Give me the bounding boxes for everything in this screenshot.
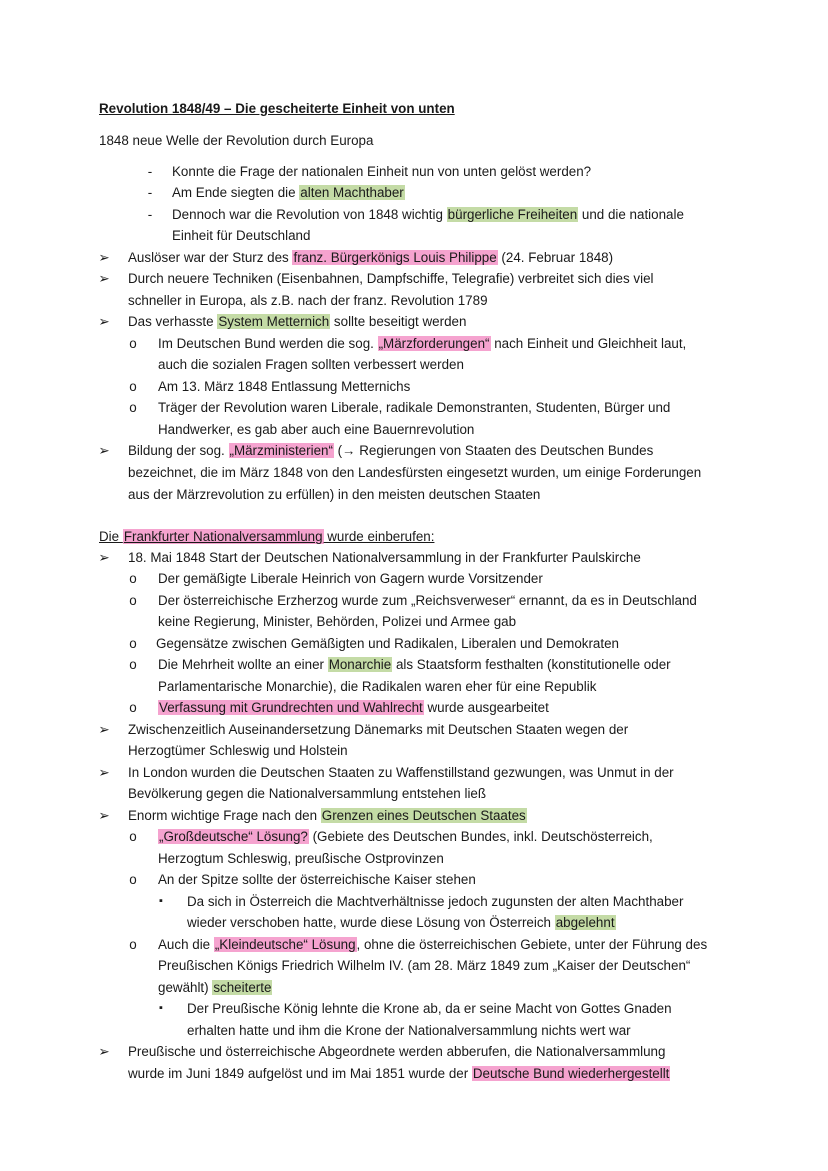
highlight-green: bürgerliche Freiheiten — [447, 207, 578, 222]
arrow-bullet: ➢ — [98, 250, 110, 265]
s2-item-b-cont: Herzogtümer Schleswig und Holstein — [128, 743, 348, 758]
document-title: Revolution 1848/49 – Die gescheiterte Einheit von unten — [99, 101, 455, 116]
s1-item-a: Auslöser war der Sturz des franz. Bürgerkönigs Louis Philippe (24. Februar 1848) — [128, 250, 614, 265]
circle-bullet: o — [129, 937, 137, 952]
dash-bullet: - — [147, 207, 153, 222]
highlight-green: Monarchie — [328, 657, 392, 672]
arrow-bullet: ➢ — [98, 808, 110, 823]
s1-item-c: Das verhasste System Metternich sollte beseitigt werden — [128, 314, 467, 329]
highlight-pink: franz. Bürgerkönigs Louis Philippe — [293, 250, 497, 265]
highlight-green: System Metternich — [218, 314, 330, 329]
s2-item-c-cont: Bevölkerung gegen die Nationalversammlung entstehen ließ — [128, 786, 487, 801]
s2-item-a: 18. Mai 1848 Start der Deutschen Nationalversammlung in der Frankfurter Paulskirche — [128, 550, 641, 565]
s1-item-c3: Träger der Revolution waren Liberale, radikale Demonstranten, Studenten, Bürger und — [158, 400, 671, 415]
s1-item-c1-cont: auch die sozialen Fragen sollten verbessert werden — [158, 357, 464, 372]
dash-item-2: Am Ende siegten die alten Machthaber — [172, 185, 404, 200]
s2-item-a2: Der österreichische Erzherzog wurde zum „Reichsverweser“ ernannt, da es in Deutschland — [158, 593, 697, 608]
arrow-bullet: ➢ — [98, 1044, 110, 1059]
s1-item-d-cont: bezeichnet, die im März 1848 von den Landesfürsten eingesetzt wurden, um einige Forderungen — [128, 465, 702, 480]
circle-bullet: o — [129, 336, 137, 351]
s2-item-e-cont: wurde im Juni 1849 aufgelöst und im Mai 1851 wurde der Deutsche Bund wiederhergestellt — [128, 1066, 670, 1081]
arrow-bullet: ➢ — [98, 722, 110, 737]
arrow-bullet: ➢ — [98, 550, 110, 565]
s2-item-a4-cont: Parlamentarische Monarchie), die Radikalen waren eher für eine Republik — [158, 679, 597, 694]
section-heading: Die Frankfurter Nationalversammlung wurde einberufen: — [99, 529, 435, 544]
dash-item-3: Dennoch war die Revolution von 1848 wichtig bürgerliche Freiheiten und die nationale — [172, 207, 684, 222]
highlight-pink: „Großdeutsche“ Lösung? — [159, 829, 308, 844]
s1-item-c3-cont: Handwerker, es gab aber auch eine Bauernrevolution — [158, 422, 475, 437]
highlight-pink: Frankfurter Nationalversammlung — [123, 529, 323, 544]
s2-item-e: Preußische und österreichische Abgeordnete werden abberufen, die Nationalversammlung — [128, 1044, 666, 1059]
s2-item-d3a-cont: erhalten hatte und ihm die Krone der Nationalversammlung nichts wert war — [187, 1023, 631, 1038]
highlight-pink: „Kleindeutsche“ Lösung — [214, 937, 356, 952]
highlight-pink: „Märzforderungen“ — [378, 336, 490, 351]
s2-item-d3a: Der Preußische König lehnte die Krone ab, da er seine Macht von Gottes Gnaden — [187, 1001, 672, 1016]
highlight-pink: Deutsche Bund wiederhergestellt — [472, 1066, 670, 1081]
s2-item-a1: Der gemäßigte Liberale Heinrich von Gagern wurde Vorsitzender — [158, 571, 543, 586]
s2-item-b: Zwischenzeitlich Auseinandersetzung Dänemarks mit Deutschen Staaten wegen der — [128, 722, 629, 737]
s2-item-d3: Auch die „Kleindeutsche“ Lösung, ohne die österreichischen Gebiete, unter der Führung des — [158, 937, 708, 952]
dash-bullet: - — [147, 185, 153, 200]
s1-item-c1: Im Deutschen Bund werden die sog. „Märzforderungen“ nach Einheit und Gleichheit laut, — [158, 336, 687, 351]
s2-item-d2a: Da sich in Österreich die Machtverhältnisse jedoch zugunsten der alten Machthaber — [187, 894, 684, 909]
circle-bullet: o — [129, 593, 137, 608]
arrow-bullet: ➢ — [98, 443, 110, 458]
s1-item-d: Bildung der sog. „Märzministerien“ (→ Regierungen von Staaten des Deutschen Bundes — [128, 443, 654, 458]
s2-item-a3: Gegensätze zwischen Gemäßigten und Radikalen, Liberalen und Demokraten — [156, 636, 619, 651]
circle-bullet: o — [129, 571, 137, 586]
highlight-green: alten Machthaber — [300, 185, 404, 200]
highlight-green: abgelehnt — [555, 915, 615, 930]
s2-item-d2: An der Spitze sollte der österreichische Kaiser stehen — [158, 872, 476, 887]
s2-item-d1: „Großdeutsche“ Lösung? (Gebiete des Deutschen Bundes, inkl. Deutschösterreich, — [159, 829, 653, 844]
s2-item-d2a-cont: wieder verschoben hatte, wurde diese Lösung von Österreich abgelehnt — [187, 915, 615, 930]
circle-bullet: o — [129, 700, 137, 715]
highlight-green: scheiterte — [213, 980, 272, 995]
dash-bullet: - — [147, 164, 153, 179]
circle-bullet: o — [129, 636, 137, 651]
highlight-pink: „Märzministerien“ — [229, 443, 333, 458]
arrow-bullet: ➢ — [98, 765, 110, 780]
circle-bullet: o — [129, 657, 137, 672]
circle-bullet: o — [129, 872, 137, 887]
s2-item-d: Enorm wichtige Frage nach den Grenzen eines Deutschen Staates — [128, 808, 526, 823]
arrow-bullet: ➢ — [98, 314, 110, 329]
s2-item-a4: Die Mehrheit wollte an einer Monarchie als Staatsform festhalten (konstitutionelle oder — [158, 657, 671, 672]
s1-item-d-cont2: aus der Märzrevolution zu erfüllen) in den meisten deutschen Staaten — [128, 487, 541, 502]
s2-item-d3-cont2: gewählt) scheiterte — [158, 980, 272, 995]
s2-item-d3-cont: Preußischen Königs Friedrich Wilhelm IV. (am 28. März 1849 zum „Kaiser der Deutschen“ — [158, 958, 691, 973]
highlight-pink: Verfassung mit Grundrechten und Wahlrecht — [159, 700, 423, 715]
s2-item-a2-cont: keine Regierung, Minister, Behörden, Polizei und Armee gab — [158, 614, 517, 629]
square-bullet: ▪ — [159, 895, 163, 907]
intro-line: 1848 neue Welle der Revolution durch Europa — [99, 133, 374, 148]
dash-item-1: Konnte die Frage der nationalen Einheit nun von unten gelöst werden? — [172, 164, 592, 179]
dash-item-3-cont: Einheit für Deutschland — [172, 228, 311, 243]
circle-bullet: o — [129, 829, 137, 844]
s2-item-d1-cont: Herzogtum Schleswig, preußische Ostprovinzen — [158, 851, 444, 866]
highlight-green: Grenzen eines Deutschen Staates — [321, 808, 526, 823]
s2-item-a5: Verfassung mit Grundrechten und Wahlrecht wurde ausgearbeitet — [159, 700, 549, 715]
s1-item-b: Durch neuere Techniken (Eisenbahnen, Dampfschiffe, Telegrafie) verbreitet sich dies viel — [128, 271, 654, 286]
circle-bullet: o — [129, 400, 137, 415]
s2-item-c: In London wurden die Deutschen Staaten zu Waffenstillstand gezwungen, was Unmut in der — [128, 765, 674, 780]
s1-item-c2: Am 13. März 1848 Entlassung Metternichs — [158, 379, 411, 394]
s1-item-b-cont: schneller in Europa, als z.B. nach der franz. Revolution 1789 — [128, 293, 488, 308]
square-bullet: ▪ — [159, 1002, 163, 1014]
circle-bullet: o — [129, 379, 137, 394]
arrow-bullet: ➢ — [98, 271, 110, 286]
